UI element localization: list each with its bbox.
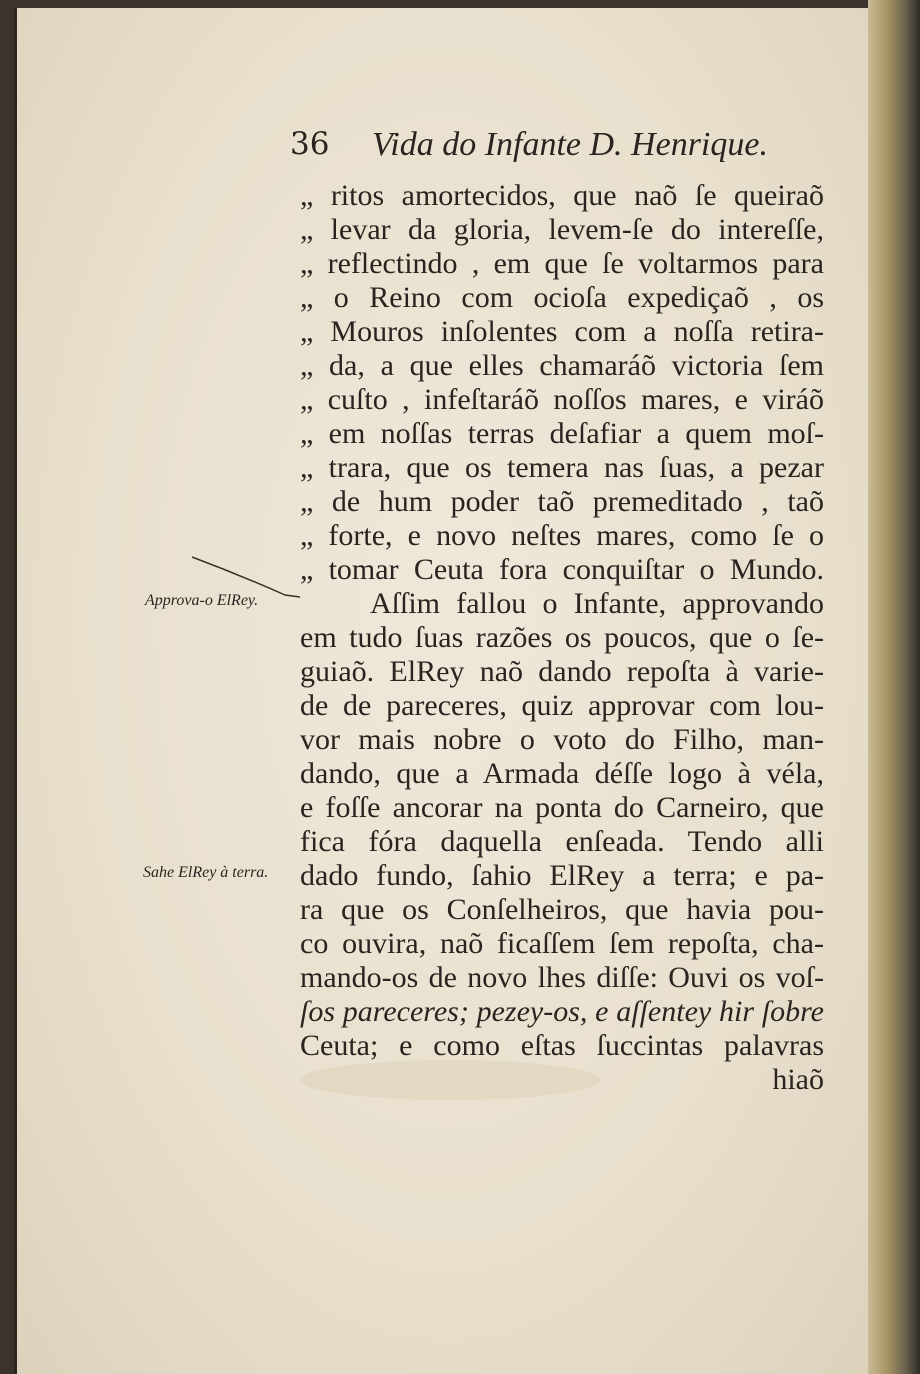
text-line: „ ritos amortecidos, que naõ ſe queiraõ: [300, 179, 824, 212]
text-line: „ da, a que elles chamaráõ victoria ſem: [300, 349, 824, 382]
text-line: „ cuſto , infeſtaráõ noſſos mares, e viráõ: [300, 383, 824, 416]
text-line: de de pareceres, quiz approvar com lou-: [300, 689, 824, 722]
text-line: co ouvira, naõ ficaſſem ſem repoſta, cha-: [300, 927, 824, 960]
text-line: fica fóra daquella enſeada. Tendo alli: [300, 825, 824, 858]
text-line: „ levar da gloria, levem-ſe do intereſſe,: [300, 213, 824, 246]
text-line: dando, que a Armada déſſe logo à véla,: [300, 757, 824, 790]
margin-note-approva: Approva-o ElRey.: [145, 592, 259, 609]
text-line: „ o Reino com ocioſa expediçaõ , os: [300, 281, 824, 314]
page-number: 36: [290, 126, 330, 162]
text-line: „ reflectindo , em que ſe voltarmos para: [300, 247, 824, 280]
text-line: „ de hum poder taõ premeditado , taõ: [300, 485, 824, 518]
text-line: ſos pareceres; pezey-os, e aſſentey hir ſobre: [300, 995, 824, 1028]
text-line: e foſſe ancorar na ponta do Carneiro, que: [300, 791, 824, 824]
text-line: mando-os de novo lhes diſſe: Ouvi os voſ-: [300, 961, 824, 994]
text-line: „ forte, e novo neſtes mares, como ſe o: [300, 519, 824, 552]
text-line: guiaõ. ElRey naõ dando repoſta à varie-: [300, 655, 824, 688]
text-line: Ceuta; e como eſtas ſuccintas palavras: [300, 1029, 824, 1062]
text-line: „ Mouros inſolentes com a noſſa retira-: [300, 315, 824, 348]
running-header: [290, 126, 810, 170]
margin-note-sahe: Sahe ElRey à terra.: [143, 864, 269, 881]
text-line: em tudo ſuas razões os poucos, que o ſe-: [300, 621, 824, 654]
text-line: „ em noſſas terras deſafiar a quem moſ-: [300, 417, 824, 450]
text-line: „ tomar Ceuta fora conquiſtar o Mundo.: [300, 553, 824, 586]
text-line: ra que os Conſelheiros, que havia pou-: [300, 893, 824, 926]
book-spine-edge: [868, 0, 920, 1374]
text-line: dado fundo, ſahio ElRey a terra; e pa-: [300, 859, 824, 892]
catchword: hiaõ: [772, 1063, 824, 1096]
running-title: Vida do Infante D. Henrique.: [372, 126, 768, 163]
text-line: Aſſim fallou o Infante, approvando: [370, 587, 824, 620]
text-line: vor mais nobre o voto do Filho, man-: [300, 723, 824, 756]
text-line: „ trara, que os temera nas ſuas, a pezar: [300, 451, 824, 484]
